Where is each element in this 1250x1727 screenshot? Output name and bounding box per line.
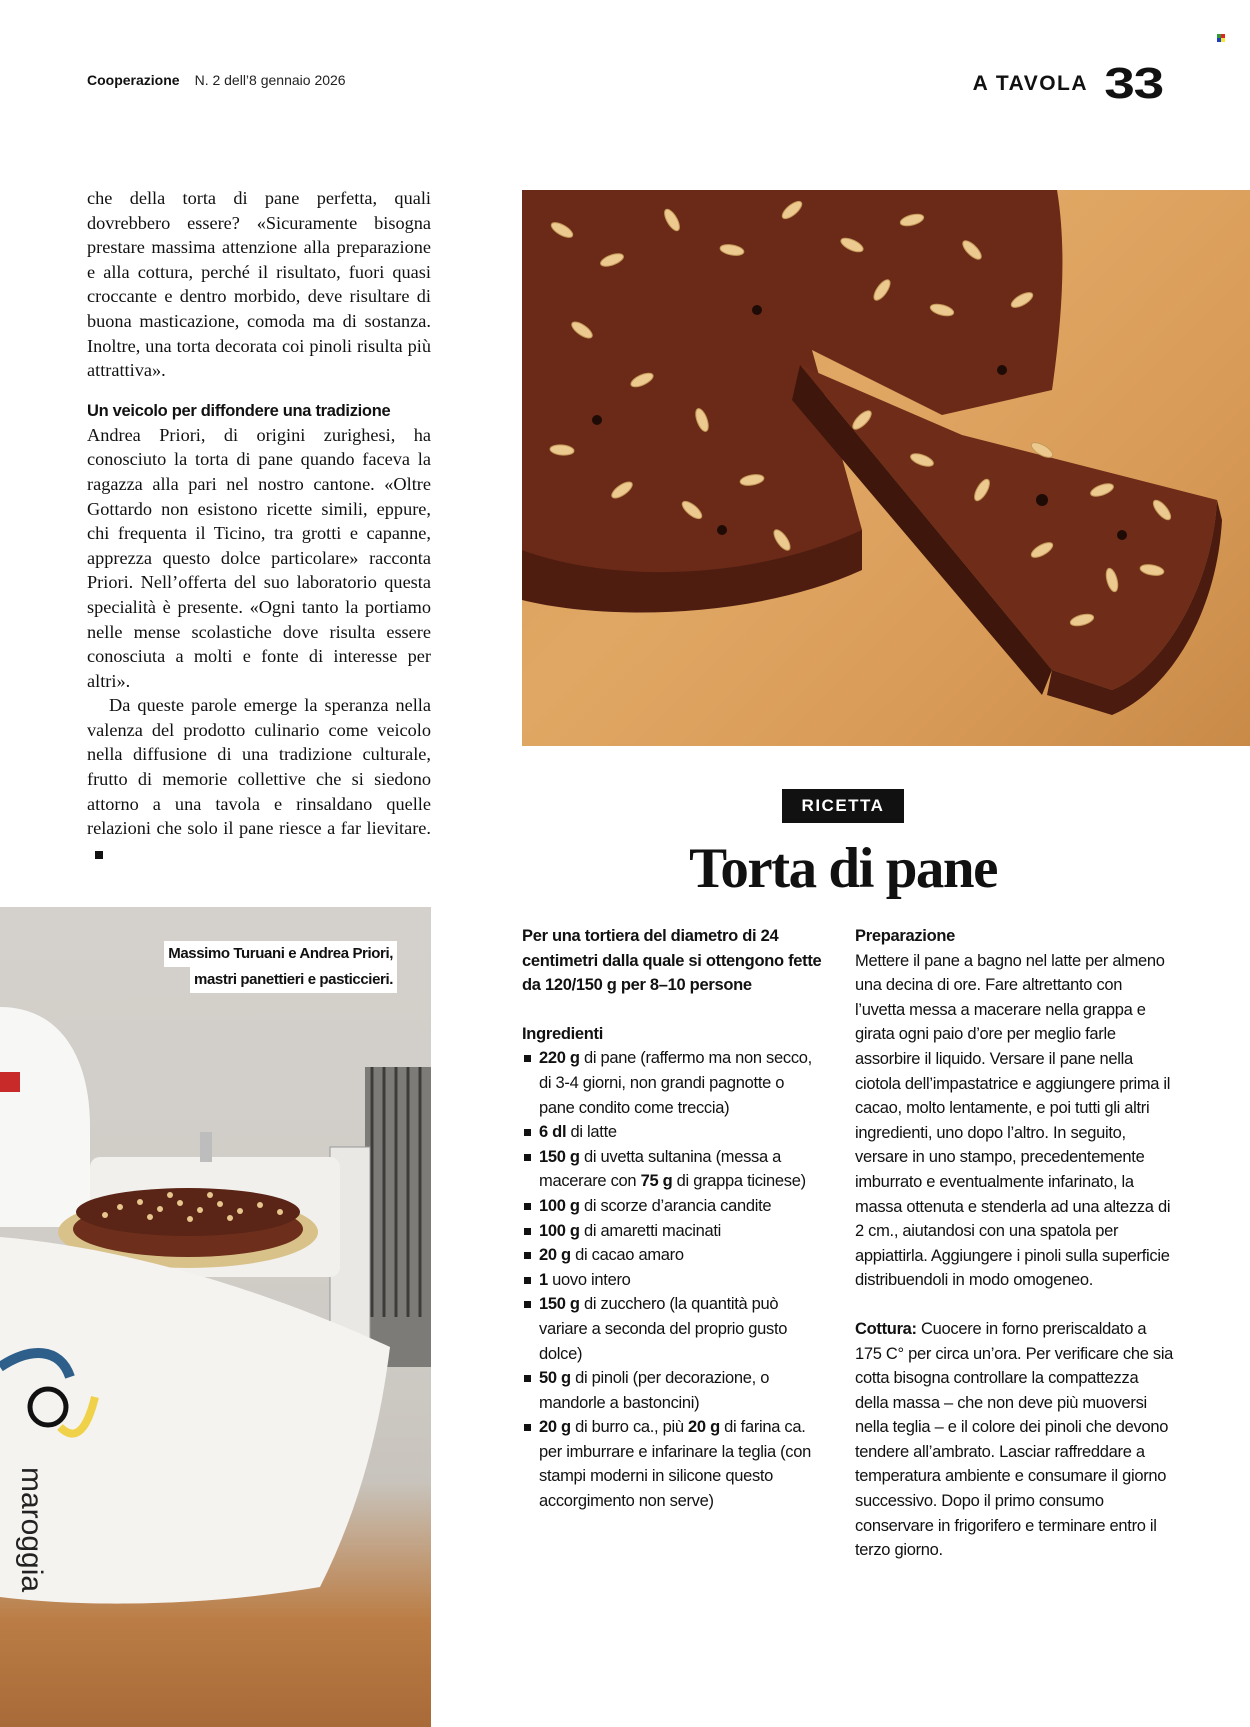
ingredient-qty: 20 g: [539, 1246, 571, 1265]
ingredient-item: [522, 1366, 822, 1415]
cooking-label: Cottura:: [855, 1319, 917, 1338]
ingredient-qty: 6 dl: [539, 1123, 567, 1142]
article-paragraph: Andrea Priori, di origini zurighesi, ha conosciuto la torta di pane quando faceva la ragazza alla pari nel nostro cantone. «Oltre Gottardo non esistono ricette simili, eppure, chi frequenta il Ticino, tra grotti e capanne, apprezza questo dolce particolare» racconta Priori. Nell’offerta del suo laboratorio questa specialità è presente. «Ogni tanto la portiamo nelle mense scolastiche dove risulta essere conosciuta a molti e fonte di interesse per altri».: [87, 424, 431, 691]
ingredient-item: [522, 1120, 822, 1145]
ingredient-text: di zucchero (la quantità può variare a seconda del proprio gusto dolce): [539, 1295, 788, 1363]
photo-bakers: [0, 907, 431, 1727]
publication-name: Cooperazione: [87, 72, 180, 88]
ingredient-text: di cacao amaro: [570, 1246, 684, 1265]
ingredients-list: [522, 1046, 822, 1513]
article-paragraph: che della torta di pane perfetta, quali dovrebbero essere? «Sicuramente bisogna prestare massima attenzione alla preparazione e alla cottura, perché il risultato, fuori quasi croccante e dentro morbido, deve risultare di buona masticazione, comoda ma di sostanza. Inoltre, una torta decorata coi pinoli risulta più attrattiva».: [87, 188, 431, 381]
ingredient-text: di uvetta sultanina (messa a macerare con: [539, 1147, 782, 1191]
article-subheading: Un veicolo per diffondere una tradizione: [87, 401, 391, 420]
page-number: 33: [1104, 59, 1163, 108]
preparation-heading: Preparazione: [855, 927, 956, 945]
recipe-title: Torta di pane: [689, 837, 997, 900]
photo-torta-di-pane: [522, 190, 1250, 746]
end-mark-icon: [95, 851, 103, 859]
ingredient-text: di amaretti macinati: [579, 1221, 722, 1240]
caption-line-1: Massimo Turuani e Andrea Priori,: [164, 941, 397, 967]
ingredient-qty: 220 g: [539, 1049, 580, 1068]
ingredient-item: [522, 1219, 822, 1244]
ingredient-qty: 50 g: [539, 1369, 571, 1388]
ingredient-text: di pane (raffermo ma non secco, di 3-4 giorni, non grandi pagnotte o pane condito come treccia): [539, 1049, 812, 1117]
ingredient-item: [522, 1292, 822, 1366]
ingredient-text: uovo intero: [547, 1270, 631, 1289]
section-header: [972, 59, 1163, 108]
ingredient-item: [522, 1046, 822, 1120]
ingredient-item: [522, 1194, 822, 1219]
registration-mark-icon: [1217, 34, 1225, 42]
running-header: [87, 72, 346, 88]
recipe-yield: Per una tortiera del diametro di 24 centimetri dalla quale si ottengono fette da 120/150 g per 8–10 persone: [522, 927, 822, 995]
caption-line-2: mastri panettieri e pasticcieri.: [190, 967, 397, 993]
ingredient-qty: 100 g: [539, 1196, 580, 1215]
ingredient-qty: 1: [539, 1270, 548, 1289]
issue-date: N. 2 dell’8 gennaio 2026: [194, 72, 346, 88]
ingredient-text: di grappa ticinese): [672, 1172, 806, 1191]
ingredient-qty: 75 g: [640, 1172, 673, 1191]
recipe-method-column: [855, 924, 1175, 1563]
ingredient-text: di farina ca. per imburrare e infarinare la teglia (con stampi moderni in silicone questo accorgimento non serve): [539, 1418, 812, 1511]
recipe-badge: RICETTA: [782, 789, 904, 823]
ingredient-qty: 150 g: [539, 1147, 580, 1166]
ingredient-item: [522, 1415, 822, 1513]
recipe-ingredients-column: [522, 924, 822, 1514]
cake-illustration: [522, 190, 1250, 746]
ingredient-text: di pinoli (per decorazione, o mandorle a bastoncini): [539, 1369, 770, 1412]
section-name: A TAVOLA: [972, 72, 1089, 95]
ingredient-qty: 100 g: [539, 1221, 580, 1240]
ingredient-text: di scorze d’arancia candite: [579, 1196, 772, 1215]
ingredient-qty: 20 g: [539, 1418, 571, 1437]
article-body: [87, 186, 431, 865]
bakery-scene-illustration: [0, 907, 431, 1727]
cooking-text: Cuocere in forno preriscaldato a 175 C° per circa un’ora. Per verificare che sia cotta bisogna controllare la compattezza della massa – che non deve più muoversi nella teglia – e il colore dei pinoli che devono tendere all’ambrato. Lasciar raffreddare a temperatura ambiente e consumare il giorno successivo. Dopo il primo consumo conservare in frigorifero e terminare entro il terzo giorno.: [855, 1319, 1174, 1560]
ingredient-item: [522, 1243, 822, 1268]
cooking-paragraph: [855, 1317, 1175, 1563]
article-paragraph-final: [87, 693, 431, 865]
ingredient-qty: 150 g: [539, 1295, 580, 1314]
ingredient-qty: 20 g: [688, 1418, 720, 1437]
ingredient-item: [522, 1145, 822, 1194]
ingredients-heading: Ingredienti: [522, 1024, 604, 1043]
ingredient-item: [522, 1268, 822, 1293]
article-paragraph-text: Da queste parole emerge la speranza nella valenza del prodotto culinario come veicolo nella diffusione di una tradizione culturale, frutto di memorie collettive che si siedono attorno a una tavola e rinsaldano quelle relazioni che solo il pane riesce a far lievitare.: [87, 695, 431, 839]
ingredient-text: di latte: [566, 1123, 617, 1142]
preparation-text: Mettere il pane a bagno nel latte per almeno una decina di ore. Fare altrettanto con l’uvetta messa a macerare nella grappa e girata ogni paio d’ore per meglio farle assorbire il liquido. Versare il pane nella ciotola dell’impastatrice e aggiungere prima il cacao, molto lentamente, e poi tutti gli altri ingredienti, uno dopo l’altro. In seguito, versare in uno stampo, precedentemente imburrato e eventualmente infarinato, la massa ottenuta e stenderla ad una altezza di 2 cm., aiutandosi con una spatola per appiattirla. Aggiungere i pinoli sulla superficie distribuendoli in modo omogeneo.: [855, 951, 1171, 1290]
photo-caption: [164, 941, 397, 993]
ingredient-text: di burro ca., più: [570, 1418, 689, 1437]
bag-brand-text: maroggia: [15, 1467, 48, 1593]
